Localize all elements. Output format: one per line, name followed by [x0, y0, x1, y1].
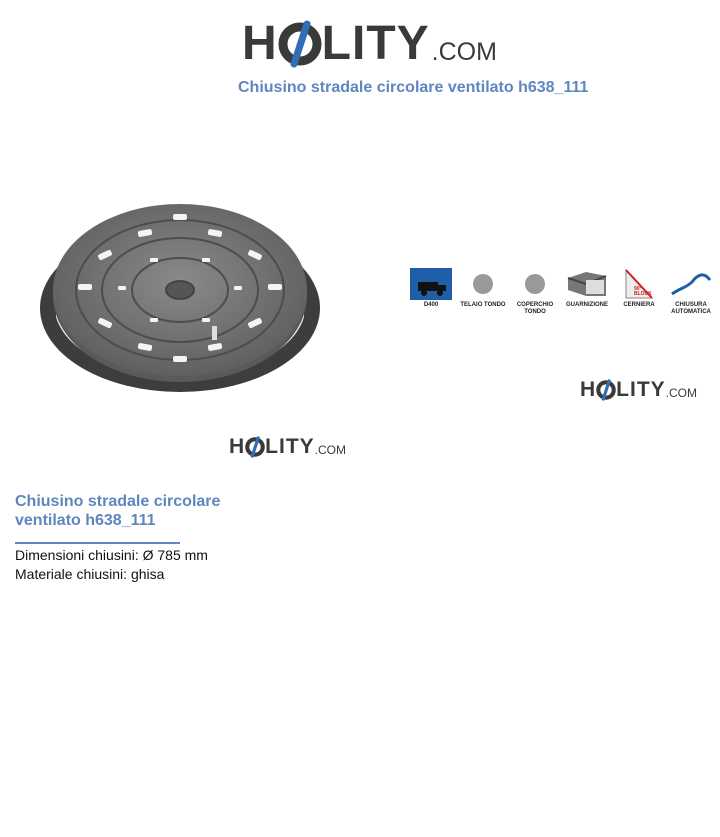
hinge-icon [622, 268, 656, 300]
feature-label: TELAIO TONDO [460, 302, 506, 308]
logo-com: .COM [314, 443, 347, 457]
feature-coperchio-tondo [512, 268, 558, 316]
logo-letters: LITY [321, 17, 430, 70]
page-title: Chiusino stradale circolare ventilato h638_111 [238, 79, 589, 96]
feature-telaio-tondo [460, 268, 506, 316]
feature-label: GUARNIZIONE [566, 302, 608, 308]
spec-material: Materiale chiusini: ghisa [15, 566, 165, 582]
truck-icon [410, 268, 452, 300]
logo-o-icon [245, 436, 265, 458]
manhole-cover-image [38, 196, 322, 398]
holity-logo-small [229, 436, 346, 458]
logo-letter-h: H [580, 378, 597, 401]
feature-label: D400 [423, 302, 439, 308]
logo-o-icon [596, 379, 616, 401]
feature-d400 [408, 268, 454, 316]
logo-letter-h: H [229, 435, 246, 458]
logo-com: .COM [665, 386, 698, 400]
holity-logo-small [580, 379, 697, 401]
logo-letter-h: H [242, 17, 278, 70]
logo-com: .COM [431, 38, 497, 66]
feature-guarnizione [564, 268, 610, 316]
feature-icons [408, 268, 714, 316]
feature-label: CERNIERA [623, 302, 655, 308]
feature-chiusura-automatica [668, 268, 714, 316]
hinge-block-text: BLOCK [634, 291, 652, 297]
spec-dimensions: Dimensioni chiusini: Ø 785 mm [15, 547, 208, 563]
gasket-icon [566, 268, 608, 300]
logo-o-icon [278, 20, 322, 68]
hinge-angle-text: 90° [634, 286, 642, 292]
round-frame-icon [471, 272, 495, 296]
heading-divider [15, 542, 180, 544]
feature-cerniera [616, 268, 662, 316]
logo-letters: LITY [616, 378, 666, 401]
round-cover-icon [523, 272, 547, 296]
logo-letters: LITY [265, 435, 315, 458]
feature-label: CHIUSURA AUTOMATICA [671, 302, 711, 315]
feature-label: COPERCHIO TONDO [516, 302, 554, 315]
holity-logo[interactable] [242, 12, 497, 68]
auto-lock-icon [670, 268, 712, 300]
product-heading: Chiusino stradale circolare ventilato h638_111 [15, 493, 221, 529]
product-specs [15, 546, 208, 584]
